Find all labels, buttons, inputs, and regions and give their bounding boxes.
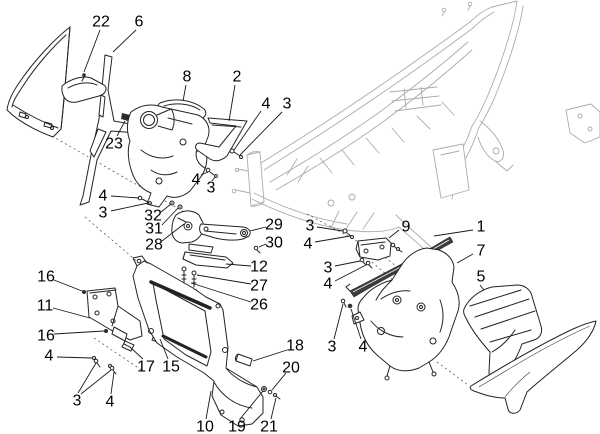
screw-3-bracket9a <box>360 258 364 262</box>
washer-3-left <box>149 202 152 205</box>
callout-label-4-24: 4 <box>105 393 115 411</box>
callout-label-9-34: 9 <box>401 218 411 236</box>
callout-label-3-23: 3 <box>72 392 82 410</box>
callout-label-16-19: 16 <box>37 268 55 286</box>
callout-leader-17-25 <box>130 347 143 359</box>
callout-leader-7-38 <box>457 254 473 263</box>
callout-leader-6-1 <box>113 30 136 52</box>
callout-label-10-29: 10 <box>196 418 214 434</box>
screw-4-mid <box>206 168 210 172</box>
callout-label-32-11: 32 <box>144 207 162 225</box>
callout-leader-3-5 <box>240 112 282 155</box>
support-plate-9 <box>356 238 391 260</box>
screw-22 <box>82 73 86 77</box>
callout-label-11-20: 11 <box>36 297 54 315</box>
callout-leader-4-24 <box>111 372 114 394</box>
callout-label-6-1: 6 <box>134 13 144 31</box>
callout-label-4-4: 4 <box>261 95 271 113</box>
callout-leader-9-34 <box>389 230 399 238</box>
screw-27 <box>192 271 196 275</box>
callout-label-2-3: 2 <box>232 68 242 86</box>
callout-label-21-31: 21 <box>260 418 278 434</box>
callout-leader-3-23 <box>81 370 111 394</box>
callout-label-26-18: 26 <box>250 296 268 314</box>
screw-26 <box>182 267 186 271</box>
callout-label-19-30: 19 <box>228 418 246 434</box>
callout-label-4-33: 4 <box>303 235 313 253</box>
screw-3-a <box>94 359 98 363</box>
callout-label-4-7: 4 <box>191 171 201 189</box>
callout-leader-3-40 <box>334 304 343 339</box>
callout-label-8-2: 8 <box>182 68 192 86</box>
washer-19 <box>262 387 267 392</box>
radiator-shroud-10 <box>133 256 263 426</box>
callout-leader-22-0 <box>84 30 100 72</box>
washer-4-lower <box>348 304 352 308</box>
callout-leader-16-19 <box>54 280 82 291</box>
screw-30 <box>254 246 258 250</box>
callout-leader-3-35 <box>335 261 360 266</box>
screw-3-b <box>110 366 114 370</box>
front-fairing-support-body <box>127 105 209 207</box>
callout-leader-32-11 <box>161 204 171 212</box>
callout-leader-27-17 <box>197 275 251 284</box>
closing-panel-12 <box>183 252 233 268</box>
callout-leader-5-39 <box>480 285 484 290</box>
windshield <box>7 27 70 137</box>
callout-label-4-41: 4 <box>358 338 368 356</box>
callout-leader-4-22 <box>57 357 92 358</box>
callout-label-17-25: 17 <box>137 358 155 376</box>
dowel-pin-18 <box>235 354 252 366</box>
callout-leader-10-29 <box>206 391 211 419</box>
washer-3-top <box>240 156 243 159</box>
screw-16-upper <box>82 290 86 294</box>
callout-label-3-5: 3 <box>282 95 292 113</box>
callout-label-31-12: 31 <box>145 220 163 238</box>
washer-20 <box>268 390 272 394</box>
callout-leader-29-14 <box>250 227 266 231</box>
callout-label-20-28: 20 <box>282 359 300 377</box>
callout-leader-4-9 <box>111 196 139 198</box>
callout-leader-21-31 <box>271 398 276 419</box>
callout-leader-4-36 <box>335 265 366 281</box>
callout-leader-3-23 <box>78 363 96 393</box>
callout-label-12-16: 12 <box>250 258 268 276</box>
callout-leader-2-3 <box>229 85 235 121</box>
callout-label-5-39: 5 <box>476 268 486 286</box>
washer-4-bracket9a <box>366 261 370 265</box>
screw-3-frame <box>343 229 347 233</box>
inner-duct-assembly-7 <box>352 248 459 380</box>
callout-label-22-0: 22 <box>92 13 110 31</box>
callout-leader-4-33 <box>315 236 350 242</box>
washer-3-mid <box>215 175 218 178</box>
callout-label-3-32: 3 <box>305 217 315 235</box>
motorcycle-frame-sketch <box>232 1 600 276</box>
screw-4-top <box>230 149 234 153</box>
washer-4-frame <box>351 236 354 239</box>
callout-label-30-15: 30 <box>265 234 283 252</box>
callout-label-29-14: 29 <box>265 216 283 234</box>
callout-label-7-38: 7 <box>476 242 486 260</box>
callout-leader-3-10 <box>111 203 148 211</box>
callout-label-3-40: 3 <box>327 338 337 356</box>
callout-leader-11-20 <box>53 308 90 318</box>
callout-label-4-22: 4 <box>44 347 54 365</box>
callout-label-3-35: 3 <box>323 259 333 277</box>
support-arm-29 <box>200 224 251 240</box>
callout-leader-1-37 <box>434 230 473 236</box>
callout-label-27-17: 27 <box>250 277 268 295</box>
screw-16-lower <box>104 329 108 333</box>
callout-label-16-21: 16 <box>37 327 55 345</box>
callout-label-3-8: 3 <box>206 179 216 197</box>
callout-leader-16-21 <box>54 331 104 334</box>
screw-3-lower <box>341 299 345 303</box>
callout-label-4-9: 4 <box>98 187 108 205</box>
callout-label-4-36: 4 <box>323 275 333 293</box>
callout-label-1-37: 1 <box>476 218 486 236</box>
callout-label-28-13: 28 <box>145 236 163 254</box>
callout-label-23-6: 23 <box>105 135 123 153</box>
callout-leader-8-2 <box>183 85 186 101</box>
callout-label-15-26: 15 <box>162 358 180 376</box>
side-bracket-11 <box>87 288 142 341</box>
callout-label-18-27: 18 <box>286 337 304 355</box>
callout-label-3-10: 3 <box>98 204 108 222</box>
